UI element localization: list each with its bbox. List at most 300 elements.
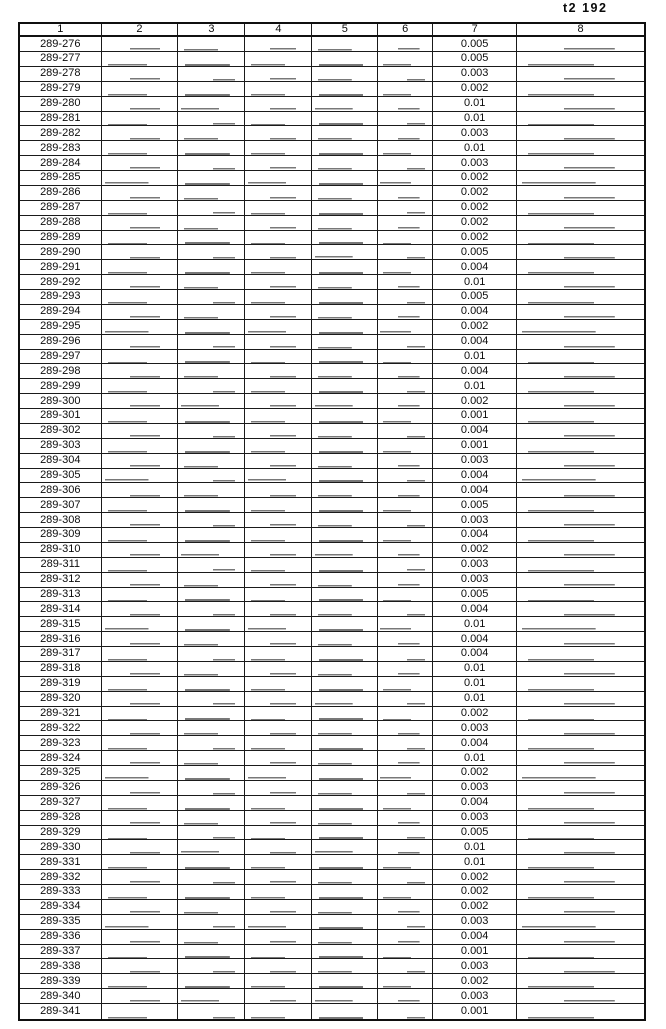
empty-cell: [101, 766, 178, 781]
empty-cell: [178, 215, 245, 230]
table-row: [19, 349, 645, 364]
sample-id-cell: 289-300: [19, 394, 101, 409]
sample-id-cell: 289-340: [19, 989, 101, 1004]
empty-cell: [378, 825, 433, 840]
empty-cell: [517, 959, 645, 974]
empty-cell: [178, 468, 245, 483]
table-row: [19, 453, 645, 468]
empty-cell: [312, 825, 378, 840]
empty-cell: [517, 572, 645, 587]
value-cell: 0.004: [433, 647, 517, 662]
empty-cell: [378, 602, 433, 617]
empty-cell: [245, 929, 312, 944]
empty-cell: [245, 260, 312, 275]
empty-cell: [517, 200, 645, 215]
empty-cell: [517, 245, 645, 260]
empty-cell: [178, 899, 245, 914]
empty-cell: [312, 929, 378, 944]
sample-id-cell: 289-318: [19, 661, 101, 676]
empty-cell: [312, 766, 378, 781]
empty-cell: [101, 245, 178, 260]
empty-cell: [312, 36, 378, 52]
empty-cell: [312, 736, 378, 751]
empty-cell: [378, 275, 433, 290]
table-row: [19, 409, 645, 424]
empty-cell: [517, 825, 645, 840]
empty-cell: [245, 795, 312, 810]
empty-cell: [517, 974, 645, 989]
empty-cell: [101, 319, 178, 334]
empty-cell: [178, 557, 245, 572]
value-cell: 0.002: [433, 706, 517, 721]
empty-cell: [101, 379, 178, 394]
empty-cell: [178, 929, 245, 944]
empty-cell: [101, 349, 178, 364]
empty-cell: [517, 409, 645, 424]
value-cell: 0.004: [433, 483, 517, 498]
empty-cell: [101, 721, 178, 736]
empty-cell: [312, 468, 378, 483]
empty-cell: [178, 96, 245, 111]
value-cell: 0.002: [433, 319, 517, 334]
empty-cell: [178, 632, 245, 647]
empty-cell: [245, 96, 312, 111]
empty-cell: [101, 706, 178, 721]
empty-cell: [378, 989, 433, 1004]
table-row: [19, 780, 645, 795]
sample-id-cell: 289-294: [19, 304, 101, 319]
empty-cell: [517, 111, 645, 126]
header-row: [19, 23, 645, 36]
empty-cell: [101, 156, 178, 171]
empty-cell: [245, 751, 312, 766]
empty-cell: [178, 409, 245, 424]
empty-cell: [101, 676, 178, 691]
empty-cell: [101, 736, 178, 751]
sample-id-cell: 289-330: [19, 840, 101, 855]
sample-id-cell: 289-328: [19, 810, 101, 825]
empty-cell: [245, 632, 312, 647]
empty-cell: [178, 394, 245, 409]
table-row: [19, 171, 645, 186]
sample-id-cell: 289-283: [19, 141, 101, 156]
empty-cell: [245, 290, 312, 305]
empty-cell: [312, 438, 378, 453]
sample-id-cell: 289-287: [19, 200, 101, 215]
empty-cell: [378, 453, 433, 468]
value-cell: 0.001: [433, 438, 517, 453]
table-row: [19, 423, 645, 438]
empty-cell: [517, 542, 645, 557]
empty-cell: [517, 52, 645, 67]
empty-cell: [101, 602, 178, 617]
table-row: [19, 245, 645, 260]
empty-cell: [178, 66, 245, 81]
empty-cell: [312, 557, 378, 572]
empty-cell: [312, 66, 378, 81]
value-cell: 0.002: [433, 171, 517, 186]
empty-cell: [517, 899, 645, 914]
table-row: [19, 914, 645, 929]
empty-cell: [178, 542, 245, 557]
column-header: 3: [178, 23, 245, 36]
empty-cell: [378, 498, 433, 513]
empty-cell: [517, 498, 645, 513]
empty-cell: [101, 617, 178, 632]
empty-cell: [101, 200, 178, 215]
empty-cell: [101, 36, 178, 52]
table-row: [19, 661, 645, 676]
empty-cell: [245, 885, 312, 900]
table-row: [19, 1004, 645, 1021]
empty-cell: [101, 855, 178, 870]
empty-cell: [178, 141, 245, 156]
empty-cell: [378, 870, 433, 885]
empty-cell: [101, 126, 178, 141]
empty-cell: [378, 141, 433, 156]
empty-cell: [312, 870, 378, 885]
empty-cell: [178, 572, 245, 587]
empty-cell: [517, 364, 645, 379]
table-row: [19, 513, 645, 528]
empty-cell: [378, 364, 433, 379]
table-row: [19, 989, 645, 1004]
column-header: 1: [19, 23, 101, 36]
value-cell: 0.003: [433, 959, 517, 974]
value-cell: 0.01: [433, 275, 517, 290]
empty-cell: [378, 245, 433, 260]
table-row: [19, 528, 645, 543]
empty-cell: [101, 52, 178, 67]
empty-cell: [245, 394, 312, 409]
empty-cell: [378, 126, 433, 141]
value-cell: 0.01: [433, 617, 517, 632]
table-row: [19, 899, 645, 914]
value-cell: 0.01: [433, 661, 517, 676]
sample-id-cell: 289-325: [19, 766, 101, 781]
empty-cell: [312, 706, 378, 721]
table-row: [19, 766, 645, 781]
empty-cell: [178, 959, 245, 974]
value-cell: 0.001: [433, 944, 517, 959]
empty-cell: [245, 483, 312, 498]
empty-cell: [245, 334, 312, 349]
empty-cell: [178, 870, 245, 885]
empty-cell: [312, 572, 378, 587]
empty-cell: [378, 766, 433, 781]
empty-cell: [517, 528, 645, 543]
empty-cell: [517, 513, 645, 528]
empty-cell: [178, 171, 245, 186]
empty-cell: [101, 185, 178, 200]
sample-id-cell: 289-314: [19, 602, 101, 617]
empty-cell: [378, 721, 433, 736]
sample-id-cell: 289-289: [19, 230, 101, 245]
empty-cell: [517, 587, 645, 602]
table-row: [19, 959, 645, 974]
empty-cell: [245, 319, 312, 334]
value-cell: 0.005: [433, 587, 517, 602]
empty-cell: [178, 676, 245, 691]
sample-id-cell: 289-285: [19, 171, 101, 186]
empty-cell: [245, 215, 312, 230]
empty-cell: [245, 572, 312, 587]
empty-cell: [312, 81, 378, 96]
empty-cell: [312, 96, 378, 111]
sample-id-cell: 289-319: [19, 676, 101, 691]
table-row: [19, 275, 645, 290]
empty-cell: [378, 706, 433, 721]
empty-cell: [517, 647, 645, 662]
sample-id-cell: 289-311: [19, 557, 101, 572]
empty-cell: [178, 498, 245, 513]
value-cell: 0.003: [433, 513, 517, 528]
empty-cell: [517, 855, 645, 870]
column-header: 8: [517, 23, 645, 36]
empty-cell: [378, 111, 433, 126]
table-row: [19, 81, 645, 96]
sample-id-cell: 289-323: [19, 736, 101, 751]
column-header: 5: [312, 23, 378, 36]
empty-cell: [101, 453, 178, 468]
empty-cell: [312, 647, 378, 662]
sample-id-cell: 289-301: [19, 409, 101, 424]
empty-cell: [517, 840, 645, 855]
sample-id-cell: 289-291: [19, 260, 101, 275]
empty-cell: [378, 929, 433, 944]
table-row: [19, 483, 645, 498]
empty-cell: [378, 394, 433, 409]
empty-cell: [245, 989, 312, 1004]
empty-cell: [101, 141, 178, 156]
empty-cell: [178, 364, 245, 379]
empty-cell: [312, 602, 378, 617]
empty-cell: [312, 691, 378, 706]
empty-cell: [312, 899, 378, 914]
empty-cell: [378, 304, 433, 319]
empty-cell: [101, 275, 178, 290]
empty-cell: [101, 795, 178, 810]
table-row: [19, 468, 645, 483]
empty-cell: [178, 438, 245, 453]
value-cell: 0.004: [433, 334, 517, 349]
empty-cell: [178, 334, 245, 349]
empty-cell: [178, 647, 245, 662]
value-cell: 0.002: [433, 899, 517, 914]
empty-cell: [312, 334, 378, 349]
empty-cell: [517, 914, 645, 929]
empty-cell: [517, 989, 645, 1004]
sample-id-cell: 289-278: [19, 66, 101, 81]
empty-cell: [517, 870, 645, 885]
empty-cell: [517, 438, 645, 453]
table-row: [19, 870, 645, 885]
empty-cell: [178, 840, 245, 855]
empty-cell: [378, 959, 433, 974]
table-row: [19, 364, 645, 379]
value-cell: 0.004: [433, 795, 517, 810]
empty-cell: [517, 423, 645, 438]
empty-cell: [101, 394, 178, 409]
value-cell: 0.003: [433, 810, 517, 825]
empty-cell: [178, 617, 245, 632]
empty-cell: [101, 974, 178, 989]
value-cell: 0.003: [433, 126, 517, 141]
empty-cell: [312, 156, 378, 171]
empty-cell: [312, 483, 378, 498]
sample-id-cell: 289-338: [19, 959, 101, 974]
value-cell: 0.003: [433, 989, 517, 1004]
value-cell: 0.003: [433, 453, 517, 468]
empty-cell: [101, 81, 178, 96]
empty-cell: [312, 364, 378, 379]
sample-id-cell: 289-339: [19, 974, 101, 989]
empty-cell: [312, 676, 378, 691]
table-row: [19, 974, 645, 989]
value-cell: 0.002: [433, 542, 517, 557]
empty-cell: [245, 617, 312, 632]
sample-id-cell: 289-297: [19, 349, 101, 364]
empty-cell: [517, 632, 645, 647]
value-cell: 0.002: [433, 974, 517, 989]
sample-id-cell: 289-308: [19, 513, 101, 528]
empty-cell: [378, 185, 433, 200]
empty-cell: [517, 468, 645, 483]
empty-cell: [517, 557, 645, 572]
empty-cell: [245, 914, 312, 929]
value-cell: 0.004: [433, 468, 517, 483]
empty-cell: [178, 185, 245, 200]
empty-cell: [101, 959, 178, 974]
empty-cell: [178, 1004, 245, 1021]
empty-cell: [101, 780, 178, 795]
empty-cell: [378, 409, 433, 424]
empty-cell: [178, 260, 245, 275]
value-cell: 0.004: [433, 260, 517, 275]
value-cell: 0.01: [433, 111, 517, 126]
empty-cell: [245, 780, 312, 795]
value-cell: 0.005: [433, 290, 517, 305]
value-cell: 0.003: [433, 156, 517, 171]
empty-cell: [245, 438, 312, 453]
empty-cell: [245, 111, 312, 126]
sample-id-cell: 289-284: [19, 156, 101, 171]
table-row: [19, 96, 645, 111]
empty-cell: [245, 230, 312, 245]
empty-cell: [378, 81, 433, 96]
empty-cell: [101, 290, 178, 305]
sample-id-cell: 289-296: [19, 334, 101, 349]
table-row: [19, 840, 645, 855]
empty-cell: [312, 974, 378, 989]
empty-cell: [178, 290, 245, 305]
sample-id-cell: 289-324: [19, 751, 101, 766]
table-row: [19, 66, 645, 81]
empty-cell: [245, 557, 312, 572]
sample-id-cell: 289-336: [19, 929, 101, 944]
empty-cell: [245, 141, 312, 156]
empty-cell: [245, 899, 312, 914]
empty-cell: [245, 200, 312, 215]
empty-cell: [178, 36, 245, 52]
sample-id-cell: 289-295: [19, 319, 101, 334]
empty-cell: [101, 334, 178, 349]
empty-cell: [312, 171, 378, 186]
value-cell: 0.005: [433, 498, 517, 513]
empty-cell: [312, 215, 378, 230]
empty-cell: [245, 245, 312, 260]
value-cell: 0.005: [433, 245, 517, 260]
empty-cell: [178, 483, 245, 498]
empty-cell: [517, 483, 645, 498]
empty-cell: [517, 780, 645, 795]
empty-cell: [312, 453, 378, 468]
empty-cell: [517, 126, 645, 141]
table-row: [19, 721, 645, 736]
value-cell: 0.004: [433, 304, 517, 319]
empty-cell: [101, 632, 178, 647]
table-row: [19, 304, 645, 319]
sample-id-cell: 289-290: [19, 245, 101, 260]
empty-cell: [378, 52, 433, 67]
empty-cell: [178, 379, 245, 394]
empty-cell: [178, 766, 245, 781]
value-cell: 0.005: [433, 52, 517, 67]
empty-cell: [378, 513, 433, 528]
empty-cell: [101, 483, 178, 498]
empty-cell: [245, 513, 312, 528]
empty-cell: [245, 156, 312, 171]
empty-cell: [101, 885, 178, 900]
empty-cell: [101, 587, 178, 602]
empty-cell: [245, 825, 312, 840]
empty-cell: [517, 1004, 645, 1021]
sample-id-cell: 289-303: [19, 438, 101, 453]
empty-cell: [312, 617, 378, 632]
sample-id-cell: 289-341: [19, 1004, 101, 1021]
sample-id-cell: 289-286: [19, 185, 101, 200]
empty-cell: [178, 513, 245, 528]
empty-cell: [378, 528, 433, 543]
value-cell: 0.003: [433, 557, 517, 572]
empty-cell: [378, 795, 433, 810]
empty-cell: [101, 572, 178, 587]
table-row: [19, 929, 645, 944]
empty-cell: [517, 929, 645, 944]
empty-cell: [245, 944, 312, 959]
table-row: [19, 319, 645, 334]
empty-cell: [517, 676, 645, 691]
empty-cell: [245, 304, 312, 319]
empty-cell: [178, 780, 245, 795]
empty-cell: [101, 691, 178, 706]
empty-cell: [378, 974, 433, 989]
table-row: [19, 230, 645, 245]
table-row: [19, 379, 645, 394]
empty-cell: [378, 334, 433, 349]
sample-id-cell: 289-337: [19, 944, 101, 959]
table-row: [19, 141, 645, 156]
empty-cell: [517, 156, 645, 171]
empty-cell: [101, 171, 178, 186]
empty-cell: [312, 855, 378, 870]
empty-cell: [378, 1004, 433, 1021]
value-cell: 0.003: [433, 780, 517, 795]
empty-cell: [378, 36, 433, 52]
empty-cell: [178, 914, 245, 929]
table-row: [19, 215, 645, 230]
empty-cell: [312, 304, 378, 319]
